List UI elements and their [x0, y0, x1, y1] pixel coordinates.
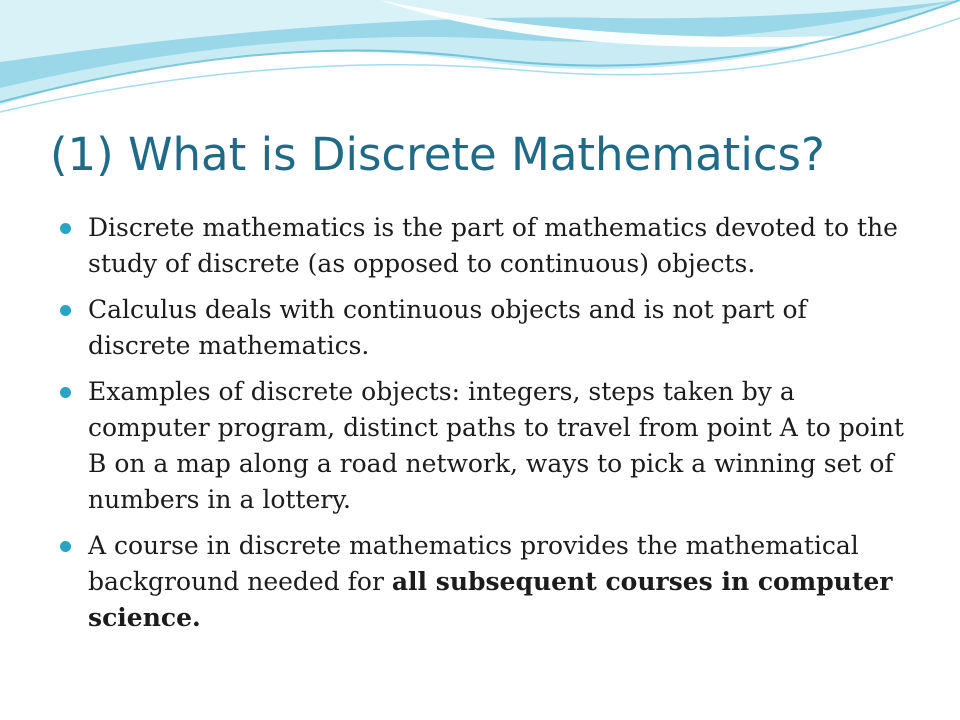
bullet-dot-icon: [60, 541, 71, 552]
bullet-text: Examples of discrete objects: integers, steps taken by a computer program, distinct paths to travel from point A to point B on a map along a road network, ways to pick a winning set of numbers in a lottery.: [88, 377, 904, 514]
bullet-item: [60, 292, 910, 364]
bullet-item: [60, 528, 910, 636]
bullet-text: Discrete mathematics is the part of mathematics devoted to the study of discrete (as opposed to continuous) objects.: [88, 213, 898, 278]
bullet-text: Calculus deals with continuous objects and is not part of discrete mathematics.: [88, 295, 807, 360]
bullet-dot-icon: [60, 305, 71, 316]
header-wave-decoration: [0, 0, 960, 120]
bullet-list: [60, 210, 910, 646]
bullet-dot-icon: [60, 223, 71, 234]
bullet-text: A course in discrete mathematics provides the mathematical background needed for: [88, 531, 859, 596]
bullet-dot-icon: [60, 387, 71, 398]
bullet-item: [60, 374, 910, 518]
slide-title: (1) What is Discrete Mathematics?: [50, 128, 825, 181]
bullet-bold-text: all subsequent courses in computer science.: [88, 567, 893, 632]
bullet-item: [60, 210, 910, 282]
